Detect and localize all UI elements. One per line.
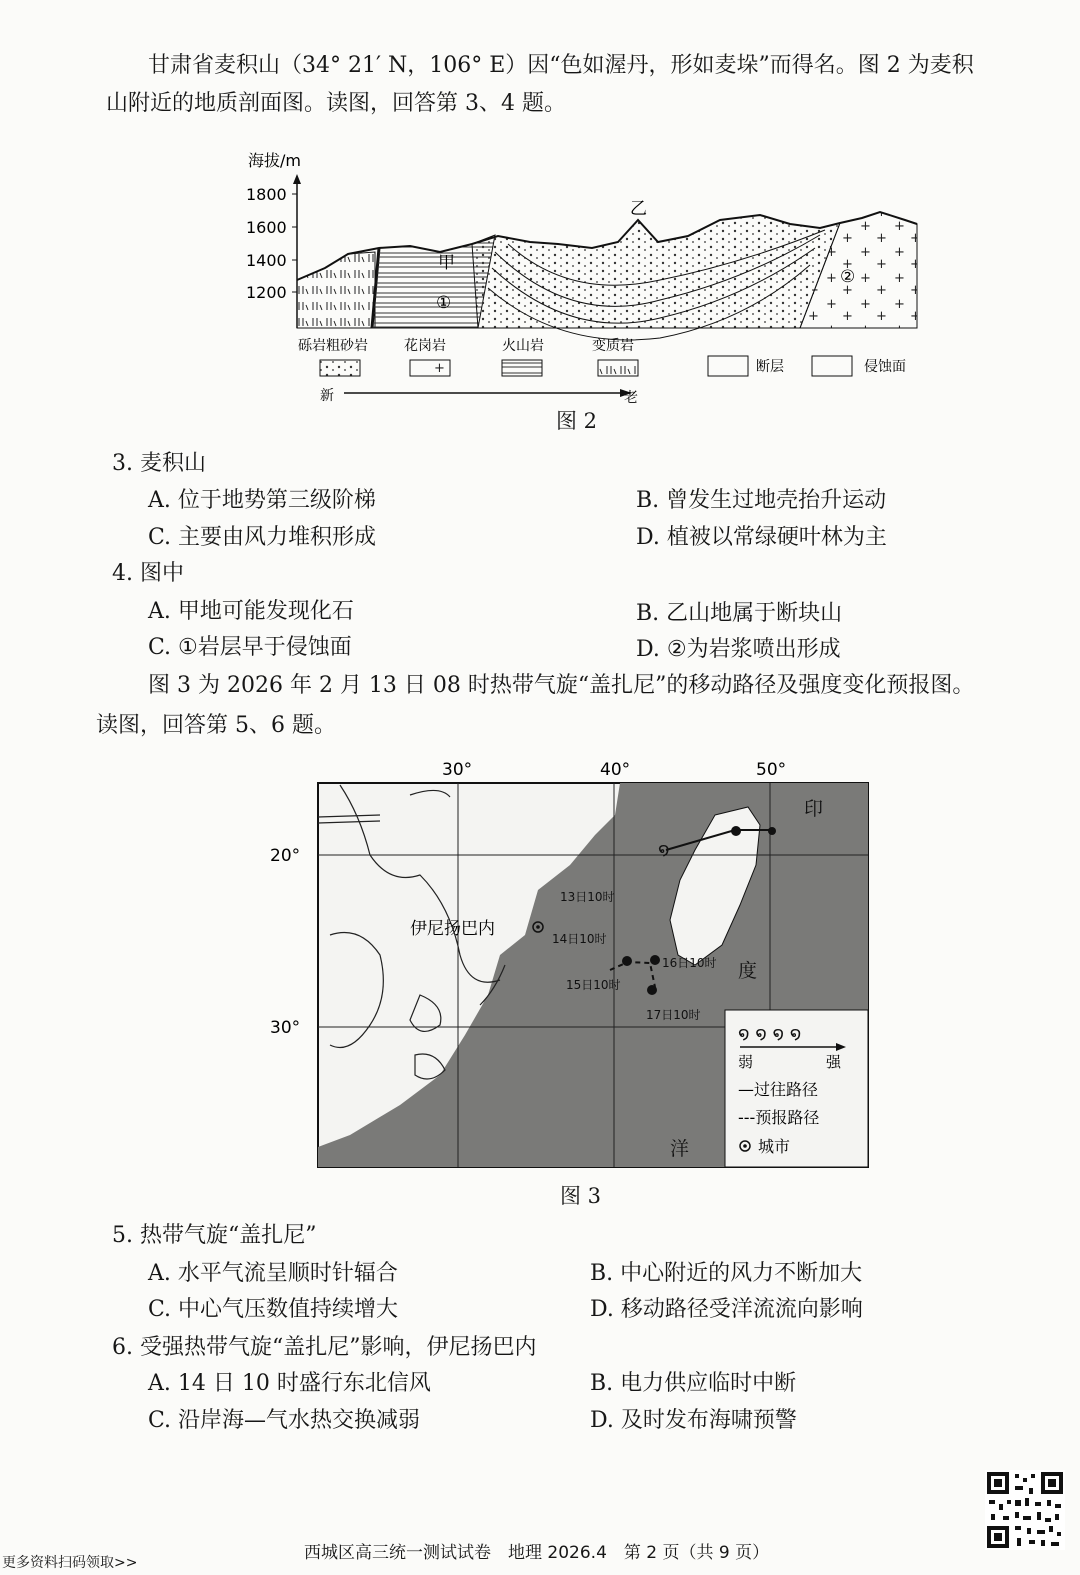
q4-option-c[interactable]: C. ①岩层早于侵蚀面 bbox=[148, 635, 352, 660]
legend-weak: 弱 bbox=[738, 1053, 754, 1071]
intro1-line2: 山附近的地质剖面图。读图，回答第 3、4 题。 bbox=[106, 91, 566, 116]
track-point-16 bbox=[650, 955, 660, 965]
lat-30: 30° bbox=[270, 1018, 301, 1038]
legend-granite: 花岗岩 bbox=[404, 338, 446, 354]
tick-1200: 1200 bbox=[246, 283, 287, 302]
q5-stem: 5. 热带气旋“盖扎尼” bbox=[112, 1223, 317, 1248]
q3-option-b[interactable]: B. 曾发生过地壳抬升运动 bbox=[636, 488, 887, 513]
q6-option-a[interactable]: A. 14 日 10 时盛行东北信风 bbox=[148, 1371, 431, 1396]
q4-option-d[interactable]: D. ②为岩浆喷出形成 bbox=[636, 637, 841, 662]
legend-fault: 断层 bbox=[756, 359, 784, 375]
q3-stem: 3. 麦积山 bbox=[112, 451, 206, 476]
legend-strong: 强 bbox=[826, 1053, 842, 1071]
label-1: ① bbox=[436, 293, 452, 313]
lon-30: 30° bbox=[442, 760, 473, 780]
time-13: 13日10时 bbox=[560, 890, 615, 904]
label-jia: 甲 bbox=[438, 253, 455, 273]
ocean-label-yin: 印 bbox=[804, 798, 824, 820]
q5-option-b[interactable]: B. 中心附近的风力不断加大 bbox=[590, 1261, 863, 1286]
fig3-caption: 图 3 bbox=[560, 1184, 602, 1208]
q3-option-a[interactable]: A. 位于地势第三级阶梯 bbox=[148, 488, 376, 513]
q5-option-a[interactable]: A. 水平气流呈顺时针辐合 bbox=[148, 1261, 398, 1286]
fig3-legend bbox=[725, 1010, 868, 1167]
y-axis-label: 海拔/m bbox=[248, 151, 301, 170]
time-14: 14日10时 bbox=[552, 932, 607, 946]
qr-code[interactable] bbox=[985, 1470, 1065, 1550]
time-15: 15日10时 bbox=[566, 978, 621, 992]
tick-1400: 1400 bbox=[246, 251, 287, 270]
legend-metamorphic: 变质岩 bbox=[592, 338, 634, 354]
track-point-2 bbox=[768, 827, 776, 835]
q6-option-c[interactable]: C. 沿岸海—气水热交换减弱 bbox=[148, 1408, 421, 1433]
track-point-17 bbox=[647, 985, 657, 995]
legend-conglomerate: 砾岩粗砂岩 bbox=[298, 338, 368, 354]
lat-20: 20° bbox=[270, 846, 301, 866]
q3-option-d[interactable]: D. 植被以常绿硬叶林为主 bbox=[636, 525, 887, 550]
ocean-label-yang: 洋 bbox=[670, 1138, 690, 1160]
legend-volcanic: 火山岩 bbox=[502, 338, 544, 354]
label-yi: 乙 bbox=[630, 199, 647, 219]
legend-forecast-track: ---预报路径 bbox=[738, 1108, 820, 1127]
intro1-line1: 甘肃省麦积山（34° 21′ N，106° E）因“色如渥丹，形如麦垛”而得名。图 2 为麦积 bbox=[148, 53, 974, 78]
track-point-15 bbox=[622, 956, 632, 966]
legend-city: 城市 bbox=[758, 1137, 791, 1156]
track-point-1 bbox=[731, 826, 741, 836]
fig2-caption: 图 2 bbox=[556, 409, 598, 433]
intro2-line1: 图 3 为 2026 年 2 月 13 日 08 时热带气旋“盖扎尼”的移动路径及强度变化预报图。 bbox=[148, 673, 975, 698]
q3-option-c[interactable]: C. 主要由风力堆积形成 bbox=[148, 525, 377, 550]
q4-option-b[interactable]: B. 乙山地属于断块山 bbox=[636, 601, 843, 626]
q4-stem: 4. 图中 bbox=[112, 561, 184, 586]
profile-body bbox=[297, 212, 917, 340]
legend-new: 新 bbox=[320, 388, 334, 404]
q6-option-d[interactable]: D. 及时发布海啸预警 bbox=[590, 1408, 797, 1433]
svg-text:໑ ໑ ໑ ໑: ໑ ໑ ໑ ໑ bbox=[738, 1023, 802, 1044]
legend-old: 老 bbox=[624, 390, 638, 406]
lon-50: 50° bbox=[756, 760, 787, 780]
time-17: 17日10时 bbox=[646, 1008, 701, 1022]
q5-option-d[interactable]: D. 移动路径受洋流流向影响 bbox=[590, 1297, 863, 1322]
ocean-label-du: 度 bbox=[738, 960, 758, 982]
lon-40: 40° bbox=[600, 760, 631, 780]
city-name: 伊尼扬巴内 bbox=[410, 919, 495, 939]
label-2: ② bbox=[840, 267, 856, 287]
q6-option-b[interactable]: B. 电力供应临时中断 bbox=[590, 1371, 797, 1396]
intro2-line2: 读图，回答第 5、6 题。 bbox=[96, 713, 336, 738]
cyclone-symbol-past: ໑ bbox=[658, 839, 670, 860]
fig2-legend bbox=[298, 337, 906, 406]
tick-1600: 1600 bbox=[246, 218, 287, 237]
legend-erosion: 侵蚀面 bbox=[864, 359, 906, 375]
geologic-profile-figure bbox=[240, 140, 940, 430]
q5-option-c[interactable]: C. 中心气压数值持续增大 bbox=[148, 1297, 399, 1322]
legend-past-track: —过往路径 bbox=[738, 1080, 819, 1099]
q4-option-a[interactable]: A. 甲地可能发现化石 bbox=[148, 599, 354, 624]
page-footer: 西城区高三统一测试试卷 地理 2026.4 第 2 页（共 9 页） bbox=[304, 1543, 770, 1563]
q6-stem: 6. 受强热带气旋“盖扎尼”影响，伊尼扬巴内 bbox=[112, 1335, 537, 1360]
time-16: 16日10时 bbox=[662, 956, 717, 970]
scan-hint[interactable]: 更多资料扫码领取>> bbox=[2, 1555, 138, 1571]
tick-1800: 1800 bbox=[246, 185, 287, 204]
cyclone-track-map bbox=[270, 755, 890, 1175]
